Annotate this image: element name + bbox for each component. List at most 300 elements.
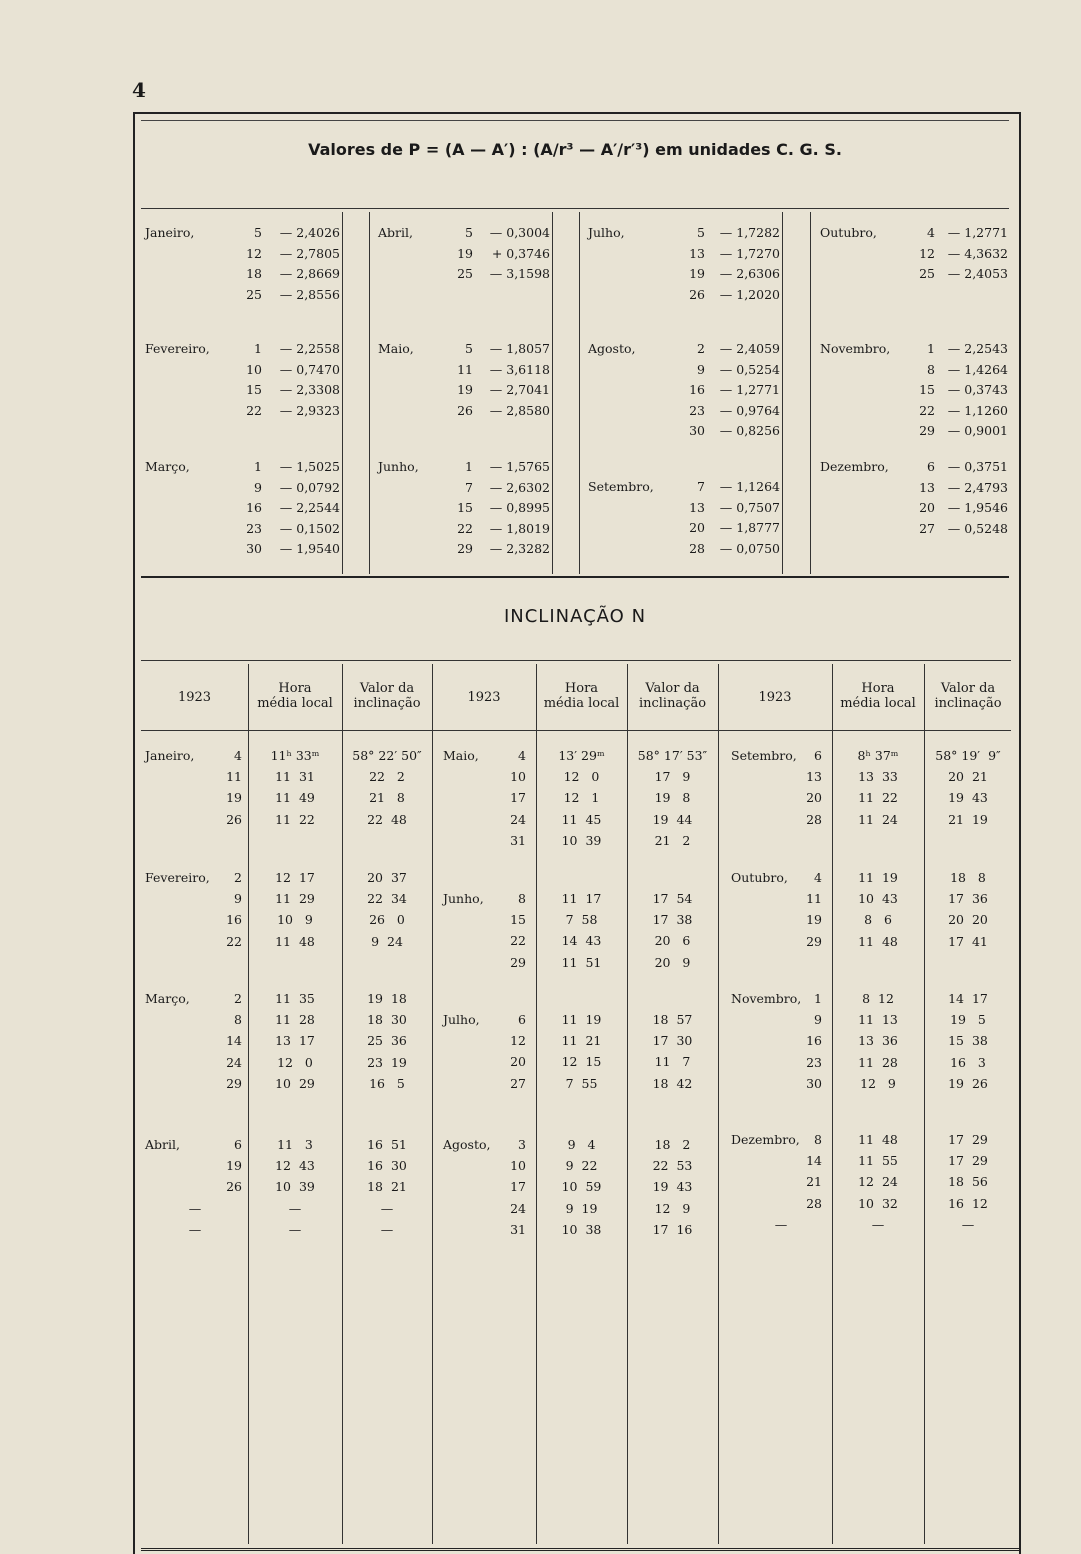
value-cell: — 0,7507	[719, 499, 780, 515]
day-cell: 6	[234, 1137, 242, 1152]
day-cell: 27	[510, 1075, 526, 1091]
month-label: Março,	[145, 459, 190, 474]
day-cell: 29	[806, 933, 822, 949]
p-col-divider	[579, 212, 580, 574]
month-label: Maio,	[378, 341, 414, 356]
value-cell: — 0,3751	[947, 459, 1008, 474]
p-col-divider	[342, 212, 343, 574]
day-cell: 22	[246, 402, 262, 418]
day-cell: 10	[510, 769, 526, 785]
day-cell: 20	[510, 1054, 526, 1070]
hora-cell: 12 15	[561, 1054, 602, 1070]
inclinacao-cell: 18 30	[367, 1012, 407, 1028]
day-cell: 27	[919, 520, 935, 536]
day-cell: 22	[510, 933, 526, 949]
value-cell: — 0,3004	[489, 225, 550, 240]
inclinacao-cell: 20 37	[367, 870, 407, 885]
day-cell: 7	[697, 479, 705, 494]
day-cell: 12	[246, 245, 262, 261]
valor-header: Valor da	[359, 681, 415, 696]
day-cell: 15	[510, 912, 526, 928]
day-cell: 12	[919, 245, 935, 261]
hora-cell: 9 19	[565, 1200, 598, 1216]
day-cell: 10	[246, 361, 262, 377]
p-table-title: Valores de P = (A — A′) : (A/r³ — A′/r′³) em unidades C. G. S.	[308, 140, 842, 159]
value-cell: — 2,6302	[489, 479, 550, 495]
day-cell: 15	[919, 382, 935, 397]
hora-cell: 11 22	[858, 790, 898, 806]
value-cell: — 1,1260	[947, 402, 1008, 418]
day-cell: 8	[234, 1012, 242, 1028]
value-cell: — 1,9540	[279, 541, 340, 556]
inclinacao-title: INCLINAÇÃO N	[503, 606, 647, 627]
day-cell: 19	[226, 1158, 242, 1174]
incl-header-rule	[141, 730, 1011, 731]
value-cell: — 3,1598	[489, 266, 550, 281]
inclinacao-cell: 19 44	[652, 811, 693, 827]
value-cell: — 2,8580	[489, 402, 550, 418]
month-label: Dezembro,	[731, 1132, 800, 1147]
value-cell: — 1,8019	[489, 520, 550, 536]
hora-cell: 11 22	[275, 811, 315, 827]
day-cell: 15	[246, 382, 262, 397]
hora-cell: 11 48	[858, 1132, 898, 1147]
p-col-divider	[782, 212, 783, 574]
hora-cell: 11 19	[858, 870, 898, 885]
month-label: Dezembro,	[820, 459, 889, 474]
day-cell: 15	[457, 500, 473, 515]
month-label: Agosto,	[443, 1137, 491, 1152]
value-cell: — 2,8669	[279, 266, 340, 281]
day-cell: 16	[689, 382, 705, 397]
inclinacao-cell: 22 53	[652, 1158, 693, 1174]
hora-cell: 13 36	[858, 1033, 898, 1049]
inclinacao-cell: 16 5	[369, 1075, 405, 1091]
hora-cell: 13 33	[858, 769, 898, 785]
hora-cell: 10 9	[277, 912, 313, 928]
inclinacao-cell: —	[380, 1200, 394, 1216]
day-cell: 4	[814, 870, 822, 885]
day-cell: 10	[510, 1158, 526, 1174]
value-cell: — 2,2558	[279, 341, 340, 356]
month-label: Maio,	[443, 748, 479, 763]
day-cell: 19	[457, 382, 473, 397]
hora-cell: —	[871, 1216, 885, 1232]
inclinacao-cell: 20 6	[654, 933, 691, 949]
inclinacao-cell: 19 18	[367, 991, 407, 1006]
day-cell: 24	[510, 811, 526, 827]
hora-cell: 10 29	[275, 1075, 315, 1091]
inclinacao-cell: 22 2	[369, 769, 405, 785]
day-cell: 14	[806, 1153, 822, 1169]
day-cell: 22	[226, 933, 242, 949]
day-cell: 13	[689, 499, 705, 515]
value-cell: — 1,5025	[279, 459, 340, 474]
day-cell: 2	[697, 341, 705, 356]
day-cell: 22	[457, 520, 473, 536]
hora-cell: 10 32	[858, 1195, 898, 1211]
day-cell: 9	[814, 1012, 822, 1028]
hora-cell: 7 55	[565, 1075, 598, 1091]
hora-header-sub: média local	[257, 696, 333, 711]
day-cell: 28	[806, 811, 822, 827]
inclinacao-cell: 17 29	[948, 1153, 988, 1169]
day-cell: 26	[226, 811, 242, 827]
hora-cell: 11ʰ 33ᵐ	[270, 748, 320, 763]
day-cell: 13	[919, 479, 935, 495]
month-label: Abril,	[145, 1137, 180, 1152]
day-cell: 22	[919, 402, 935, 418]
inclinacao-cell: 58° 19′ 9″	[935, 748, 1001, 763]
p-bottom-rule	[141, 576, 1009, 578]
day-cell: 26	[689, 286, 705, 302]
inclinacao-cell: 20 20	[948, 912, 988, 928]
day-cell: 28	[806, 1195, 822, 1211]
month-label: Outubro,	[820, 225, 877, 240]
table-frame-inner	[141, 120, 1009, 121]
p-col-divider	[552, 212, 553, 574]
day-cell: 29	[457, 541, 473, 556]
hora-cell: 11 51	[561, 954, 602, 970]
valor-header-sub: inclinação	[934, 696, 1002, 711]
day-cell: 2	[234, 991, 242, 1006]
inclinacao-cell: 17 41	[948, 933, 988, 949]
hora-cell: 13′ 29ᵐ	[558, 748, 605, 763]
inclinacao-cell: 23 19	[367, 1054, 407, 1070]
value-cell: — 2,4059	[719, 341, 780, 356]
day-cell: 16	[246, 500, 262, 515]
day-cell: 3	[518, 1137, 526, 1152]
day-cell: 31	[510, 1221, 526, 1237]
day-cell: 11	[806, 891, 822, 907]
hora-header-sub: média local	[840, 696, 916, 711]
day-cell: 26	[226, 1179, 242, 1195]
month-label: Julho,	[588, 225, 625, 240]
day-cell: 13	[689, 245, 705, 261]
hora-cell: 13 17	[275, 1033, 315, 1049]
hora-cell: 10 39	[275, 1179, 315, 1195]
hora-header: Hora	[278, 681, 312, 696]
day-cell: 4	[234, 748, 242, 763]
hora-header-sub: média local	[543, 696, 620, 711]
value-cell: — 3,6118	[489, 361, 550, 377]
inclinacao-cell: 17 29	[948, 1132, 988, 1147]
hora-cell: 8 6	[864, 912, 892, 928]
day-cell: 23	[806, 1054, 822, 1070]
inclinacao-cell: 25 36	[367, 1033, 407, 1049]
hora-cell: 8 12	[862, 991, 894, 1006]
day-cell: 26	[457, 402, 473, 418]
inclinacao-cell: 20 9	[654, 954, 691, 970]
day-cell: 30	[246, 541, 262, 556]
table-bottom-rule	[141, 1548, 1021, 1551]
value-cell: — 0,5254	[719, 361, 780, 377]
incl-col-divider	[432, 664, 433, 1544]
day-cell: 16	[806, 1033, 822, 1049]
value-cell: — 0,8995	[489, 500, 550, 515]
value-cell: — 1,7282	[719, 225, 780, 240]
inclinacao-cell: 19 8	[654, 790, 691, 806]
day-cell: —	[188, 1200, 202, 1216]
value-cell: — 2,3308	[279, 382, 340, 397]
hora-cell: 11 29	[275, 891, 315, 907]
inclinacao-cell: 18 56	[948, 1174, 988, 1190]
inclinacao-cell: 19 43	[948, 790, 988, 806]
month-label: Outubro,	[731, 870, 788, 885]
inclinacao-cell: 21 19	[948, 811, 988, 827]
day-cell: 9	[697, 361, 705, 377]
inclinacao-cell: 18 42	[652, 1075, 693, 1091]
hora-cell: 12 43	[275, 1158, 315, 1174]
hora-cell: 11 21	[561, 1033, 602, 1049]
day-cell: 24	[226, 1054, 242, 1070]
value-cell: — 2,4026	[279, 225, 340, 240]
day-cell: —	[188, 1221, 202, 1237]
value-cell: — 1,2771	[719, 382, 780, 397]
day-cell: 6	[814, 748, 822, 763]
inclinacao-cell: 17 9	[654, 769, 691, 785]
hora-cell: 11 35	[275, 991, 315, 1006]
day-cell: 11	[226, 769, 242, 785]
day-cell: 19	[689, 266, 705, 281]
valor-header-sub: inclinação	[638, 696, 707, 711]
value-cell: — 0,9764	[719, 402, 780, 418]
value-cell: — 2,7041	[489, 382, 550, 397]
inclinacao-cell: 21 8	[369, 790, 405, 806]
day-cell: 6	[927, 459, 935, 474]
hora-cell: 10 39	[561, 832, 602, 848]
day-cell: 19	[806, 912, 822, 928]
month-label: Janeiro,	[145, 225, 195, 240]
month-label: Setembro,	[588, 479, 654, 494]
hora-cell: 12 24	[858, 1174, 898, 1190]
day-cell: 16	[226, 912, 242, 928]
p-header-rule	[141, 208, 1009, 209]
value-cell: — 0,1502	[279, 520, 340, 536]
day-cell: 1	[814, 991, 822, 1006]
month-label: Fevereiro,	[145, 870, 210, 885]
value-cell: — 1,4264	[947, 361, 1008, 377]
inclinacao-cell: 20 21	[948, 769, 988, 785]
month-label: Abril,	[378, 225, 413, 240]
day-cell: 20	[806, 790, 822, 806]
hora-cell: 10 38	[561, 1221, 602, 1237]
value-cell: — 0,7470	[279, 361, 340, 377]
value-cell: — 1,1264	[719, 479, 780, 494]
day-cell: 17	[510, 790, 526, 806]
hora-cell: 7 58	[565, 912, 598, 928]
hora-cell: —	[288, 1200, 302, 1216]
inclinacao-cell: 12 9	[654, 1200, 691, 1216]
month-label: Março,	[145, 991, 190, 1006]
day-cell: 9	[254, 479, 262, 495]
hora-cell: 11 28	[275, 1012, 315, 1028]
inclinacao-cell: 16 51	[367, 1137, 407, 1152]
inclinacao-cell: 17 36	[948, 891, 988, 907]
day-cell: 9	[234, 891, 242, 907]
day-cell: 7	[465, 479, 473, 495]
day-cell: 11	[457, 361, 473, 377]
value-cell: — 2,2543	[947, 341, 1008, 356]
hora-cell: 11 48	[275, 933, 315, 949]
hora-cell: 11 19	[561, 1012, 602, 1027]
hora-header: Hora	[861, 681, 895, 696]
value-cell: — 2,2544	[279, 500, 340, 515]
inclinacao-cell: 15 38	[948, 1033, 988, 1049]
inclinacao-cell: 18 57	[652, 1012, 693, 1027]
inclinacao-cell: 16 3	[950, 1054, 986, 1070]
value-cell: — 1,5765	[489, 459, 550, 474]
day-cell: 31	[510, 832, 526, 848]
day-cell: 25	[457, 266, 473, 281]
inclinacao-cell: 17 54	[652, 891, 693, 906]
incl-top-rule	[141, 660, 1011, 661]
inclinacao-cell: 16 12	[948, 1195, 988, 1211]
hora-cell: 11 48	[858, 933, 898, 949]
hora-cell: 11 24	[858, 811, 898, 827]
hora-cell: 11 45	[561, 811, 602, 827]
inclinacao-cell: 58° 22′ 50″	[352, 748, 422, 763]
value-cell: — 2,3282	[489, 541, 550, 556]
hora-cell: —	[288, 1221, 302, 1237]
value-cell: — 1,8057	[489, 341, 550, 356]
day-cell: 19	[457, 245, 473, 261]
day-cell: 5	[465, 225, 473, 240]
hora-cell: 11 31	[275, 769, 315, 785]
month-label: Fevereiro,	[145, 341, 210, 356]
hora-cell: 12 17	[275, 870, 315, 885]
hora-cell: 14 43	[561, 933, 602, 949]
inclinacao-cell: 9 24	[371, 933, 403, 949]
value-cell: — 0,0792	[279, 479, 340, 495]
month-label: Janeiro,	[145, 748, 195, 763]
day-cell: 8	[927, 361, 935, 377]
day-cell: 17	[510, 1179, 526, 1195]
inclinacao-cell: 26 0	[369, 912, 405, 928]
p-col-divider	[810, 212, 811, 574]
value-cell: — 0,5248	[947, 520, 1008, 536]
value-cell: — 2,4053	[947, 266, 1008, 281]
value-cell: — 1,7270	[719, 245, 780, 261]
value-cell: — 2,6306	[719, 266, 780, 281]
day-cell: 21	[806, 1174, 822, 1190]
day-cell: 29	[919, 423, 935, 438]
inclinacao-cell: 11 7	[654, 1054, 691, 1070]
inclinacao-cell: —	[961, 1216, 975, 1232]
day-cell: 1	[254, 341, 262, 356]
day-cell: 18	[246, 266, 262, 281]
inclinacao-cell: 21 2	[654, 832, 691, 848]
month-label: Junho,	[378, 459, 419, 474]
hora-cell: 12 0	[277, 1054, 313, 1070]
hora-cell: 9 22	[565, 1158, 598, 1174]
hora-cell: 10 43	[858, 891, 898, 907]
month-label: Junho,	[443, 891, 484, 906]
value-cell: — 2,9323	[279, 402, 340, 418]
inclinacao-cell: 14 17	[948, 991, 988, 1006]
day-cell: 23	[689, 402, 705, 418]
p-col-divider	[369, 212, 370, 574]
hora-cell: 11 55	[858, 1153, 898, 1169]
month-label: Agosto,	[588, 341, 636, 356]
inclinacao-cell: 19 5	[950, 1012, 986, 1028]
hora-cell: 11 49	[275, 790, 315, 806]
day-cell: 23	[246, 520, 262, 536]
inclinacao-cell: 19 43	[652, 1179, 693, 1195]
day-cell: 24	[510, 1200, 526, 1216]
day-cell: 5	[465, 341, 473, 356]
value-cell: + 0,3746	[491, 245, 550, 261]
valor-header-sub: inclinação	[353, 696, 421, 711]
day-cell: 20	[689, 520, 705, 535]
inclinacao-cell: 18 21	[367, 1179, 407, 1195]
inclinacao-cell: 22 48	[367, 811, 407, 827]
hora-cell: 11 13	[858, 1012, 898, 1028]
day-cell: 4	[927, 225, 935, 240]
hora-cell: 11 3	[277, 1137, 313, 1152]
hora-cell: 12 1	[563, 790, 600, 806]
value-cell: — 0,3743	[947, 382, 1008, 397]
day-cell: 1	[465, 459, 473, 474]
month-label: Novembro,	[820, 341, 891, 356]
inclinacao-cell: 17 38	[652, 912, 693, 928]
day-cell: 25	[919, 266, 935, 281]
day-cell: 29	[510, 954, 526, 970]
day-cell: 12	[510, 1033, 526, 1049]
day-cell: 1	[254, 459, 262, 474]
value-cell: — 1,8777	[719, 520, 780, 535]
day-cell: 19	[226, 790, 242, 806]
hora-cell: 12 0	[563, 769, 600, 785]
day-cell: 8	[518, 891, 526, 906]
value-cell: — 0,0750	[719, 540, 780, 556]
value-cell: — 1,2020	[719, 286, 780, 302]
inclinacao-cell: 18 2	[654, 1137, 691, 1152]
value-cell: — 4,3632	[947, 245, 1008, 261]
day-cell: 5	[254, 225, 262, 240]
day-cell: 29	[226, 1075, 242, 1091]
value-cell: — 2,7805	[279, 245, 340, 261]
value-cell: — 1,9546	[947, 500, 1008, 515]
day-cell: 5	[697, 225, 705, 240]
inclinacao-cell: 18 8	[950, 870, 986, 885]
hora-cell: 8ʰ 37ᵐ	[857, 748, 899, 763]
incl-col-divider	[718, 664, 719, 1544]
hora-cell: 11 28	[858, 1054, 898, 1070]
day-cell: 30	[689, 423, 705, 438]
valor-header: Valor da	[645, 681, 700, 696]
year-header: 1923	[177, 690, 212, 705]
day-cell: 20	[919, 500, 935, 515]
page-number: 4	[132, 78, 146, 102]
hora-cell: 9 4	[567, 1137, 596, 1152]
value-cell: — 0,8256	[719, 423, 780, 438]
inclinacao-cell: 16 30	[367, 1158, 407, 1174]
inclinacao-cell: 17 30	[652, 1033, 693, 1049]
month-label: Julho,	[443, 1012, 480, 1027]
day-cell: —	[774, 1216, 788, 1232]
day-cell: 4	[518, 748, 526, 763]
day-cell: 13	[806, 769, 822, 785]
month-label: Setembro,	[731, 748, 797, 763]
inclinacao-cell: 19 26	[948, 1075, 988, 1091]
value-cell: — 1,2771	[947, 225, 1008, 240]
value-cell: — 0,9001	[947, 423, 1008, 438]
day-cell: 28	[689, 540, 705, 556]
value-cell: — 2,4793	[947, 479, 1008, 495]
day-cell: 6	[518, 1012, 526, 1027]
day-cell: 30	[806, 1075, 822, 1091]
